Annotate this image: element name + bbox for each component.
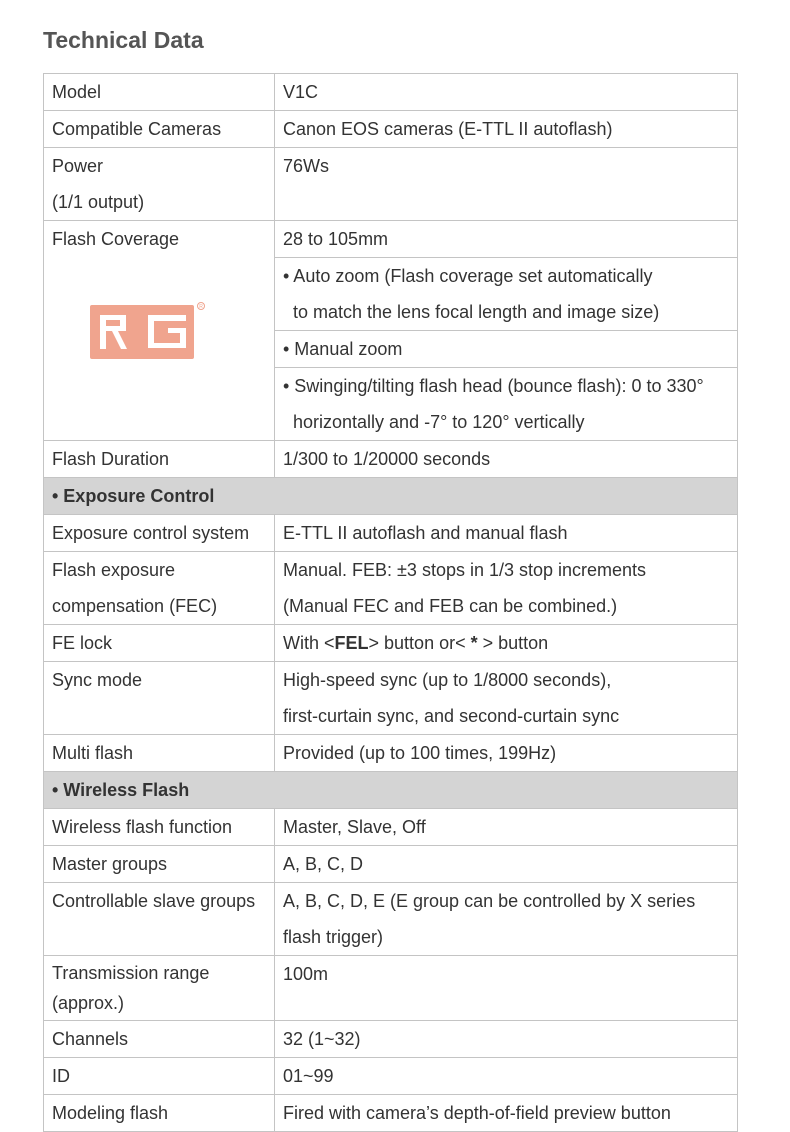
row-value: 28 to 105mm xyxy=(275,221,738,258)
value-text: > button xyxy=(477,633,549,653)
value-line: A, B, C, D, E (E group can be controlled by X series xyxy=(283,891,696,911)
row-label: Model xyxy=(44,74,275,111)
table-row xyxy=(44,148,738,221)
table-row xyxy=(44,809,738,846)
table-row xyxy=(44,1021,738,1058)
row-label: Modeling flash xyxy=(44,1095,275,1132)
row-value: 100m xyxy=(275,956,738,1021)
row-value: Master, Slave, Off xyxy=(275,809,738,846)
row-value: • Manual zoom xyxy=(275,331,738,368)
row-value xyxy=(275,552,738,625)
row-label: Flash Duration xyxy=(44,441,275,478)
value-line: High-speed sync (up to 1/8000 seconds), xyxy=(283,670,612,690)
table-row xyxy=(44,735,738,772)
table-row xyxy=(44,1095,738,1132)
row-value xyxy=(275,625,738,662)
table-row xyxy=(44,441,738,478)
page-title: Technical Data xyxy=(43,27,204,53)
value-line: Manual. FEB: ±3 stops in 1/3 stop increments xyxy=(283,560,647,580)
row-value xyxy=(275,368,738,441)
value-line: flash trigger) xyxy=(283,927,384,947)
label-line: (approx.) xyxy=(52,993,125,1013)
table-row xyxy=(44,221,738,258)
row-label: Wireless flash function xyxy=(44,809,275,846)
table-row xyxy=(44,515,738,552)
row-label xyxy=(44,552,275,625)
value-line: first-curtain sync, and second-curtain sync xyxy=(283,706,620,726)
table-row xyxy=(44,956,738,1021)
table-row xyxy=(44,625,738,662)
value-text: > button or< xyxy=(368,633,471,653)
row-value: 01~99 xyxy=(275,1058,738,1095)
label-line: (1/1 output) xyxy=(52,192,145,212)
row-label: Sync mode xyxy=(44,662,275,735)
value-line: (Manual FEC and FEB can be combined.) xyxy=(283,596,618,616)
section-row xyxy=(44,478,738,515)
row-label: Compatible Cameras xyxy=(44,111,275,148)
row-value: A, B, C, D xyxy=(275,846,738,883)
label-line: Flash exposure xyxy=(52,560,176,580)
row-label xyxy=(44,148,275,221)
brand-logo xyxy=(52,257,266,377)
row-label: Multi flash xyxy=(44,735,275,772)
row-label: Channels xyxy=(44,1021,275,1058)
row-value xyxy=(275,662,738,735)
row-label: Exposure control system xyxy=(44,515,275,552)
row-value: Canon EOS cameras (E-TTL II autoflash) xyxy=(275,111,738,148)
value-line: • Auto zoom (Flash coverage set automatically xyxy=(283,266,653,286)
table-row xyxy=(44,111,738,148)
logo-icon xyxy=(88,301,208,365)
section-row xyxy=(44,772,738,809)
row-value: E-TTL II autoflash and manual flash xyxy=(275,515,738,552)
section-heading: • Wireless Flash xyxy=(44,772,738,809)
table-row xyxy=(44,662,738,735)
row-value: 32 (1~32) xyxy=(275,1021,738,1058)
svg-text:R: R xyxy=(199,304,203,310)
table-row xyxy=(44,74,738,111)
star-key: * xyxy=(470,633,478,653)
table-row xyxy=(44,883,738,956)
spec-table xyxy=(43,73,738,1132)
row-label: Controllable slave groups xyxy=(44,883,275,956)
label-line: Flash Coverage xyxy=(52,229,180,249)
table-row xyxy=(44,552,738,625)
label-block xyxy=(52,956,266,1020)
row-label xyxy=(44,956,275,1021)
section-heading: • Exposure Control xyxy=(44,478,738,515)
value-text: With < xyxy=(283,633,335,653)
row-value: 1/300 to 1/20000 seconds xyxy=(275,441,738,478)
table-row xyxy=(44,1058,738,1095)
label-line: Transmission range xyxy=(52,963,210,983)
fel-key: FEL xyxy=(334,633,369,653)
row-value: Fired with camera’s depth-of-field preview button xyxy=(275,1095,738,1132)
label-line: Power xyxy=(52,156,104,176)
row-value: V1C xyxy=(275,74,738,111)
row-label xyxy=(44,221,275,441)
label-line: compensation (FEC) xyxy=(52,596,218,616)
row-value xyxy=(275,258,738,331)
row-label: ID xyxy=(44,1058,275,1095)
row-label: Master groups xyxy=(44,846,275,883)
value-line: to match the lens focal length and image size) xyxy=(293,302,660,322)
row-value: Provided (up to 100 times, 199Hz) xyxy=(275,735,738,772)
row-label: FE lock xyxy=(44,625,275,662)
row-value: 76Ws xyxy=(275,148,738,221)
value-line: horizontally and -7° to 120° vertically xyxy=(293,412,585,432)
row-value xyxy=(275,883,738,956)
table-row xyxy=(44,846,738,883)
value-line: • Swinging/tilting flash head (bounce flash): 0 to 330° xyxy=(283,376,704,396)
